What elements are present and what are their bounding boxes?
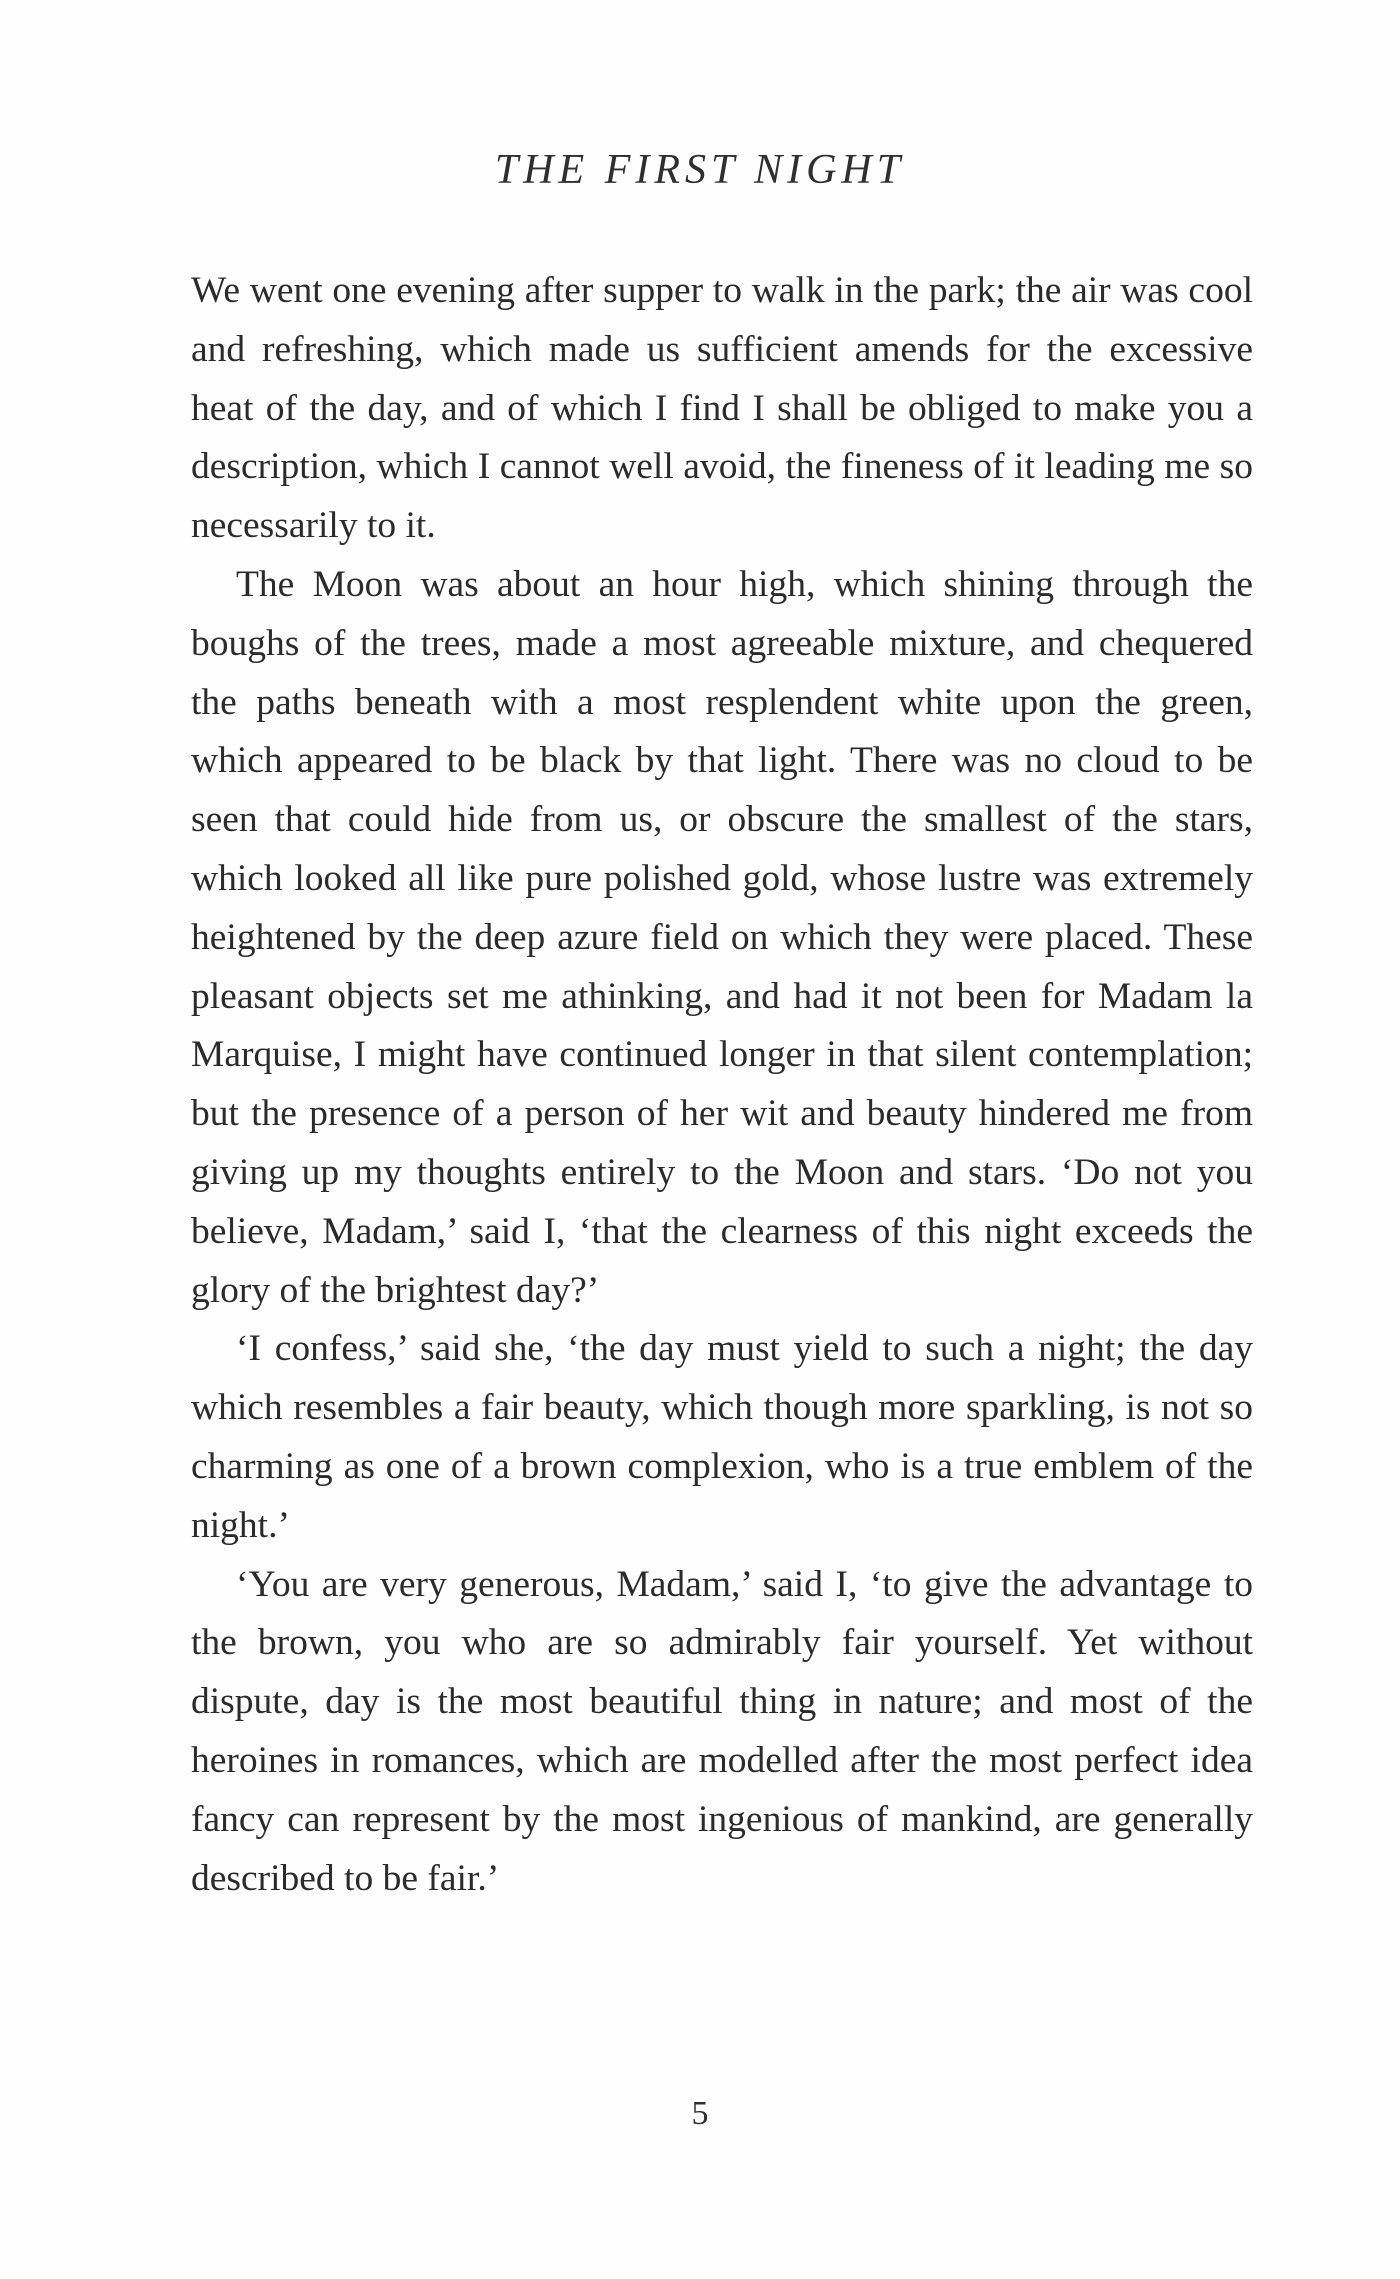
paragraph-1: We went one evening after supper to walk in the park; the air was cool and refreshing, which made us sufficient amends for the excessive heat of the day, and of which I find I shall be obliged to make you a description, which I cannot well avoid, the fineness of it leading me so necessarily to it. xyxy=(191,270,1253,547)
body-text xyxy=(191,262,1253,1908)
paragraph-4: ‘You are very generous, Madam,’ said I, ‘to give the advantage to the brown, you who are so admirably fair yourself. Yet without dispute, day is the most beautiful thing in nature; and most of the heroines in romances, which are modelled after the most perfect idea fancy can represent by the most ingenious of mankind, are generally described to be fair.’ xyxy=(191,1563,1253,1899)
paragraph-2: The Moon was about an hour high, which shining through the boughs of the trees, made a most agreeable mixture, and chequered the paths beneath with a most resplendent white upon the green, which appeared to be black by that light. There was no cloud to be seen that could hide from us, or obscure the smallest of the stars, which looked all like pure polished gold, whose lustre was extremely heightened by the deep azure field on which they were placed. These pleasant objects set me athinking, and had it not been for Madam la Marquise, I might have continued longer in that silent contemplation; but the presence of a person of her wit and beauty hindered me from giving up my thoughts entirely to the Moon and stars. ‘Do not you believe, Madam,’ said I, ‘that the clearness of this night exceeds the glory of the brightest day?’ xyxy=(191,563,1253,1311)
chapter-title: THE FIRST NIGHT xyxy=(494,147,906,193)
page-number: 5 xyxy=(691,2095,709,2132)
paragraph-3: ‘I confess,’ said she, ‘the day must yield to such a night; the day which resembles a fair beauty, which though more sparkling, is not so charming as one of a brown complexion, who is a true emblem of the night.’ xyxy=(191,1328,1253,1546)
